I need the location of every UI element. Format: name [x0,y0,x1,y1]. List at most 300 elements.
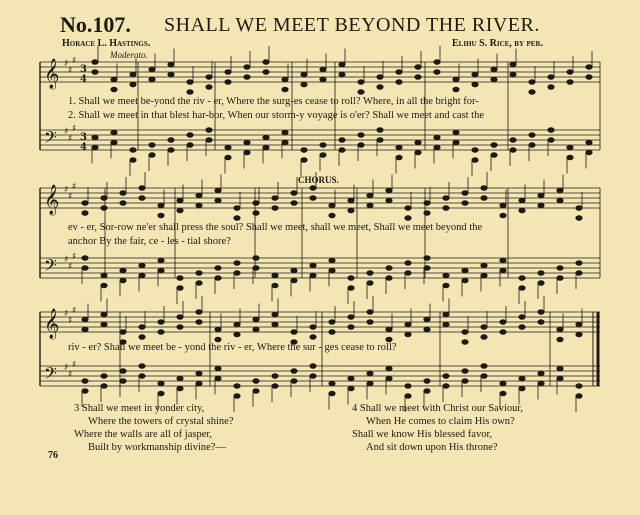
page-number: 76 [48,450,58,461]
note-head [557,376,563,381]
note-head [282,87,288,92]
note-head [120,201,126,206]
verse-3 [74,402,233,454]
hymn-number: No.107. [60,12,131,37]
note-head [168,72,174,77]
note-head [244,140,250,145]
note-head [177,376,183,381]
note-head [234,261,240,266]
note-head [481,335,487,340]
note-head [82,379,88,384]
note-head [348,325,354,330]
note-head [348,315,354,320]
note-head [415,150,421,155]
note-head [538,371,544,376]
note-head [576,216,582,221]
note-head [500,213,506,218]
note-head [424,327,430,332]
note-head [557,266,563,271]
note-head [500,268,506,273]
note-head [244,75,250,80]
note-head [310,273,316,278]
note-head [538,203,544,208]
note-head [310,263,316,268]
note-head [225,145,231,150]
svg-text:3: 3 [80,132,87,143]
svg-text:♯: ♯ [64,185,69,195]
note-head [101,384,107,389]
note-head [234,322,240,327]
note-head [82,317,88,322]
note-head [443,283,449,288]
note-head [576,332,582,337]
note-head [576,271,582,276]
note-head [301,72,307,77]
note-head [548,85,554,90]
verse-4 [352,402,523,454]
note-head [215,327,221,332]
note-head [500,203,506,208]
note-head [396,80,402,85]
note-head [310,186,316,191]
note-head [225,155,231,160]
note-head [82,266,88,271]
note-head [358,133,364,138]
note-head [291,278,297,283]
note-head [149,77,155,82]
note-head [567,80,573,85]
note-head [443,312,449,317]
note-head [196,381,202,386]
note-head [424,256,430,261]
note-head [234,216,240,221]
note-head [111,77,117,82]
bass-clef-icon: 𝄢 [44,363,57,387]
svg-text:4: 4 [80,74,87,85]
note-head [101,273,107,278]
note-head [139,374,145,379]
note-head [339,138,345,143]
note-head [339,62,345,67]
note-head [329,213,335,218]
svg-text:♯: ♯ [68,316,73,326]
note-head [367,371,373,376]
note-head [253,389,259,394]
note-head [367,381,373,386]
svg-text:♯: ♯ [68,66,73,76]
note-head [424,211,430,216]
note-head [415,140,421,145]
note-head [481,364,487,369]
note-head [567,155,573,160]
note-head [101,322,107,327]
note-head [348,198,354,203]
note-head [415,65,421,70]
note-head [519,325,525,330]
note-head [272,322,278,327]
note-head [111,130,117,135]
note-head [101,374,107,379]
note-head [282,77,288,82]
note-head [348,286,354,291]
note-head [253,379,259,384]
svg-text:♯: ♯ [72,124,77,134]
note-head [472,158,478,163]
note-head [111,140,117,145]
bass-clef-icon: 𝄢 [44,255,57,279]
note-head [329,381,335,386]
note-head [196,271,202,276]
note-head [538,271,544,276]
note-head [491,67,497,72]
svg-text:♯: ♯ [68,192,73,202]
note-head [187,133,193,138]
note-head [576,394,582,399]
note-head [263,60,269,65]
note-head [310,196,316,201]
note-head [92,60,98,65]
note-head [263,145,269,150]
note-head [310,335,316,340]
note-head [320,153,326,158]
note-head [158,213,164,218]
note-head [557,366,563,371]
note-head [453,140,459,145]
note-head [462,340,468,345]
note-head [158,320,164,325]
note-head [310,364,316,369]
note-head [434,145,440,150]
svg-text:3: 3 [80,64,87,75]
lyric-system2-line2: anchor By the fair, ce - les - tial shore? [68,236,231,247]
note-head [557,198,563,203]
note-head [367,281,373,286]
note-head [386,188,392,193]
note-head [320,143,326,148]
note-head [462,369,468,374]
note-head [187,80,193,85]
note-head [586,75,592,80]
tempo-marking: Moderato. [110,50,148,60]
note-head [272,206,278,211]
note-head [500,330,506,335]
note-head [139,335,145,340]
note-head [405,322,411,327]
note-head [301,82,307,87]
note-head [225,80,231,85]
note-head [453,87,459,92]
note-head [462,379,468,384]
lyric-system1-verse2: 2. Shall we meet in that blest har-bor, When our storm-y voyage is o'er? Shall we meet and cast the [68,110,484,121]
author-credit: Horace L. Hastings. [62,38,151,49]
note-head [329,268,335,273]
note-head [282,130,288,135]
note-head [415,75,421,80]
note-head [576,384,582,389]
note-head [92,145,98,150]
note-head [377,85,383,90]
note-head [443,384,449,389]
svg-text:♯: ♯ [72,306,77,316]
note-head [177,386,183,391]
note-head [386,266,392,271]
note-head [206,138,212,143]
note-head [443,273,449,278]
note-head [396,70,402,75]
note-head [92,70,98,75]
note-head [149,67,155,72]
note-head [519,208,525,213]
note-head [139,196,145,201]
note-head [491,153,497,158]
note-head [396,145,402,150]
note-head [234,206,240,211]
note-head [291,330,297,335]
note-head [272,374,278,379]
note-head [367,320,373,325]
svg-text:♯: ♯ [64,309,69,319]
note-head [443,374,449,379]
note-head [500,320,506,325]
verse4-line3: Shall we know His blessed favor, [352,429,493,440]
note-head [130,82,136,87]
note-head [158,330,164,335]
note-head [253,201,259,206]
note-head [234,271,240,276]
note-head [111,87,117,92]
note-head [272,283,278,288]
note-head [196,320,202,325]
note-head [510,148,516,153]
note-head [272,312,278,317]
note-head [234,394,240,399]
note-head [567,145,573,150]
note-head [196,203,202,208]
treble-clef-icon: 𝄞 [44,309,60,339]
note-head [500,391,506,396]
note-head [196,310,202,315]
svg-text:♯: ♯ [68,262,73,272]
note-head [529,143,535,148]
svg-text:♯: ♯ [64,363,69,373]
note-head [519,315,525,320]
note-head [263,70,269,75]
note-head [310,374,316,379]
note-head [538,281,544,286]
note-head [168,148,174,153]
note-head [405,216,411,221]
note-head [82,256,88,261]
note-head [329,320,335,325]
note-head [519,386,525,391]
note-head [586,150,592,155]
note-head [282,140,288,145]
note-head [215,276,221,281]
note-head [396,155,402,160]
svg-text:♯: ♯ [72,252,77,262]
note-head [253,256,259,261]
note-head [557,188,563,193]
note-head [453,130,459,135]
note-head [519,198,525,203]
svg-text:♯: ♯ [64,127,69,137]
note-head [481,273,487,278]
note-head [434,135,440,140]
note-head [168,138,174,143]
note-head [234,384,240,389]
note-head [139,263,145,268]
note-head [339,72,345,77]
note-head [386,327,392,332]
note-head [405,206,411,211]
note-head [358,90,364,95]
note-head [320,77,326,82]
note-head [434,70,440,75]
note-head [149,143,155,148]
note-head [538,310,544,315]
note-head [339,148,345,153]
note-head [472,82,478,87]
note-head [215,188,221,193]
note-head [82,389,88,394]
note-head [348,376,354,381]
note-head [177,276,183,281]
note-head [177,286,183,291]
note-head [386,276,392,281]
note-head [215,266,221,271]
note-head [120,330,126,335]
note-head [101,206,107,211]
note-head [320,67,326,72]
verse4-line1: 4 Shall we meet with Christ our Saviour, [352,403,524,414]
verse4-line4: And sit down upon His throne? [366,442,498,453]
note-head [291,379,297,384]
note-head [301,148,307,153]
note-head [529,133,535,138]
note-head [196,281,202,286]
note-head [405,394,411,399]
note-head [82,327,88,332]
note-head [443,206,449,211]
note-head [424,317,430,322]
note-head [481,325,487,330]
svg-text:♯: ♯ [64,59,69,69]
note-head [472,72,478,77]
note-head [510,138,516,143]
note-head [177,325,183,330]
note-head [215,198,221,203]
composer-credit: Elihu S. Rice, by per. [452,38,544,49]
note-head [291,369,297,374]
note-head [234,332,240,337]
note-head [291,191,297,196]
note-head [424,379,430,384]
note-head [272,384,278,389]
verse3-line1: 3 Shall we meet in yonder city, [74,403,205,414]
note-head [139,186,145,191]
note-head [519,276,525,281]
note-head [529,80,535,85]
svg-text:♯: ♯ [68,134,73,144]
note-head [358,143,364,148]
note-head [120,369,126,374]
note-head [158,381,164,386]
note-head [557,337,563,342]
note-head [538,320,544,325]
lyric-system3-line1: riv - er? Shall we meet be - yond the riv - er, Where the sur - ges cease to roll? [68,342,397,353]
note-head [82,201,88,206]
note-head [253,317,259,322]
svg-text:♯: ♯ [64,255,69,265]
note-head [120,268,126,273]
treble-clef-icon: 𝄞 [44,185,60,215]
note-head [158,268,164,273]
note-head [462,278,468,283]
note-head [462,201,468,206]
note-head [548,75,554,80]
note-head [348,276,354,281]
note-head [529,90,535,95]
note-head [491,143,497,148]
note-head [538,381,544,386]
note-head [348,386,354,391]
note-head [548,138,554,143]
note-head [301,158,307,163]
treble-clef-icon: 𝄞 [44,59,60,89]
note-head [291,268,297,273]
note-head [519,286,525,291]
verse4-line2: When He comes to claim His own? [366,416,515,427]
chorus-label: CHORUS. [298,175,339,185]
note-head [158,203,164,208]
note-head [263,135,269,140]
note-head [405,384,411,389]
note-head [405,261,411,266]
note-head [149,153,155,158]
note-head [253,211,259,216]
note-head [310,325,316,330]
note-head [92,135,98,140]
note-head [206,85,212,90]
svg-text:♯: ♯ [72,182,77,192]
note-head [443,196,449,201]
note-head [462,330,468,335]
note-head [272,273,278,278]
note-head [187,90,193,95]
svg-text:♯: ♯ [72,360,77,370]
system3-treble-staff [40,312,600,332]
note-head [510,72,516,77]
note-head [386,376,392,381]
note-head [120,278,126,283]
note-head [405,271,411,276]
note-head [481,263,487,268]
note-head [101,196,107,201]
time-signature [80,64,87,153]
bass-clef-icon: 𝄢 [44,127,57,151]
note-head [481,186,487,191]
note-head [377,138,383,143]
note-head [424,389,430,394]
svg-text:♯: ♯ [72,56,77,66]
note-head [481,196,487,201]
note-head [348,208,354,213]
note-head [510,62,516,67]
note-head [225,70,231,75]
hymn-title: SHALL WE MEET BEYOND THE RIVER. [164,14,540,36]
note-head [168,62,174,67]
note-head [576,206,582,211]
